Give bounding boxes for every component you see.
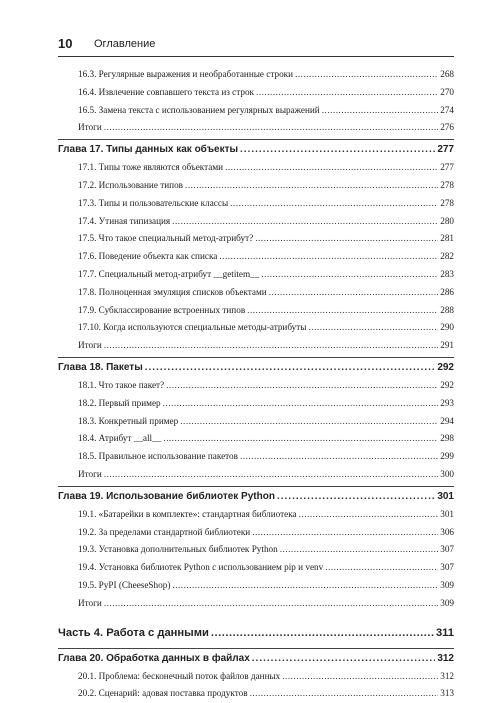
toc-entry-title: Глава 20. Обработка данных в файлах [58, 652, 250, 664]
toc-entry-title: Глава 18. Пакеты [58, 361, 143, 373]
toc-entry-title: 17.2. Использование типов [78, 179, 184, 190]
dot-leader [282, 668, 438, 686]
toc-entry-title: Глава 17. Типы данных как объекты [58, 144, 239, 156]
toc-entry-title: 18.4. Атрибут __all__ [78, 433, 162, 444]
toc-sub-entry [58, 668, 454, 686]
toc-entry-page-number: 277 [440, 162, 454, 173]
toc-entry-title: 17.10. Когда используются специальные методы-атрибуты [78, 322, 307, 333]
toc-entry-page-number: 282 [440, 251, 454, 262]
toc-sub-entry [58, 266, 454, 284]
toc-sub-entry [58, 213, 454, 231]
toc-entry-page-number: 309 [440, 579, 454, 590]
dot-leader [277, 487, 435, 506]
toc-sub-entry [58, 177, 454, 195]
toc-entry-page-number: 300 [440, 468, 454, 479]
toc-sub-entry [58, 230, 454, 248]
toc-entry-title: 17.5. Что такое специальный метод-атрибут? [78, 233, 254, 244]
toc-sub-entry [58, 559, 454, 577]
dot-leader [250, 685, 439, 703]
dot-leader [252, 524, 438, 542]
toc-entry-page-number: 276 [440, 122, 454, 133]
dot-leader [256, 84, 438, 102]
toc-entry-page-number: 301 [437, 490, 454, 502]
toc-entry-title: 19.2. За пределами стандартной библиотеки [78, 526, 251, 537]
toc-entry-title: Итоги [78, 597, 102, 608]
dot-leader [269, 284, 439, 302]
toc-entry-page-number: 283 [440, 268, 454, 279]
dot-leader [308, 319, 438, 337]
toc-entry-page-number: 281 [440, 233, 454, 244]
dot-leader [280, 541, 438, 559]
toc-entry-title: 16.5. Замена текста с использованием регулярных выражений [78, 104, 320, 115]
toc-entry-page-number: 274 [440, 104, 454, 115]
dot-leader [225, 159, 438, 177]
dot-leader [166, 377, 438, 395]
toc-sub-entry [58, 448, 454, 466]
dot-leader [145, 358, 436, 377]
toc-sub-entry [58, 319, 454, 337]
toc-sub-entry [58, 284, 454, 302]
dot-leader [261, 266, 438, 284]
toc-sub-entry [58, 577, 454, 595]
toc-sub-entry [58, 377, 454, 395]
dot-leader [172, 577, 438, 595]
dot-leader [230, 195, 438, 213]
toc-entry-title: 17.9. Субклассирование встроенных типов [78, 304, 246, 315]
toc-entry-page-number: 298 [440, 433, 454, 444]
toc-sub-entry [58, 302, 454, 320]
toc-chapter-entry [58, 486, 454, 506]
toc-entry-page-number: 307 [440, 544, 454, 555]
toc-sub-entry [58, 506, 454, 524]
toc-entry-page-number: 309 [440, 597, 454, 608]
toc-entry-page-number: 301 [440, 508, 454, 519]
toc-sub-entry [58, 66, 454, 84]
dot-leader [295, 66, 438, 84]
toc-sub-entry [58, 248, 454, 266]
toc-sub-entry [58, 395, 454, 413]
dot-leader [247, 302, 438, 320]
toc-sub-entry [58, 685, 454, 703]
dot-leader [104, 595, 438, 613]
toc-part-entry [58, 622, 454, 644]
toc-entry-page-number: 280 [440, 215, 454, 226]
toc-entry-title: Часть 4. Работа с данными [58, 626, 209, 639]
toc-entry-title: Итоги [78, 340, 102, 351]
dot-leader [299, 506, 439, 524]
table-of-contents [58, 66, 454, 703]
toc-entry-title: Глава 19. Использование библиотек Python [58, 490, 275, 502]
toc-entry-page-number: 286 [440, 286, 454, 297]
toc-entry-title: 18.3. Конкретный пример [78, 415, 179, 426]
toc-entry-page-number: 278 [440, 197, 454, 208]
toc-entry-title: 18.2. Первый пример [78, 397, 161, 408]
toc-entry-title: 16.4. Извлечение совпавшего текста из строк [78, 86, 255, 97]
toc-entry-page-number: 299 [440, 451, 454, 462]
toc-entry-title: 17.3. Типы и пользовательские классы [78, 197, 229, 208]
dot-leader [163, 430, 438, 448]
dot-leader [322, 102, 439, 120]
toc-sub-entry [58, 413, 454, 431]
toc-entry-title: 19.1. «Батарейки в комплекте»: стандартная библиотека [78, 508, 297, 519]
toc-entry-page-number: 277 [437, 144, 454, 156]
page-header [58, 34, 454, 57]
toc-entry-page-number: 290 [440, 322, 454, 333]
toc-sub-entry [58, 541, 454, 559]
dot-leader [163, 395, 439, 413]
toc-entry-page-number: 292 [440, 379, 454, 390]
toc-entry-page-number: 270 [440, 86, 454, 97]
toc-sub-entry [58, 595, 454, 613]
dot-leader [325, 559, 438, 577]
toc-sub-entry [58, 524, 454, 542]
dot-leader [252, 649, 436, 668]
toc-sub-entry [58, 430, 454, 448]
dot-leader [172, 213, 438, 231]
dot-leader [240, 448, 438, 466]
toc-entry-title: 17.7. Специальный метод-атрибут __getitem__ [78, 268, 260, 279]
toc-entry-page-number: 313 [440, 688, 454, 699]
toc-entry-title: 17.1. Типы тоже являются объектами [78, 162, 224, 173]
toc-entry-title: Итоги [78, 468, 102, 479]
dot-leader [255, 230, 438, 248]
toc-entry-page-number: 294 [440, 415, 454, 426]
toc-entry-page-number: 311 [435, 626, 454, 639]
toc-entry-title: 18.5. Правильное использование пакетов [78, 451, 238, 462]
toc-sub-entry [58, 84, 454, 102]
toc-entry-page-number: 292 [437, 361, 454, 373]
dot-leader [104, 337, 438, 355]
dot-leader [104, 466, 438, 484]
toc-entry-title: 17.8. Полноценная эмуляция списков объектами [78, 286, 267, 297]
dot-leader [219, 248, 438, 266]
dot-leader [240, 140, 435, 159]
dot-leader [185, 177, 438, 195]
toc-entry-title: 18.1. Что такое пакет? [78, 379, 165, 390]
toc-sub-entry [58, 466, 454, 484]
toc-sub-entry [58, 102, 454, 120]
page-number: 10 [58, 36, 73, 51]
toc-entry-title: 19.5. PyPI (CheeseShop) [78, 579, 171, 590]
toc-entry-page-number: 291 [440, 340, 454, 351]
toc-entry-title: 19.4. Установка библиотек Python с использованием pip и venv [78, 562, 324, 573]
toc-sub-entry [58, 159, 454, 177]
toc-entry-page-number: 306 [440, 526, 454, 537]
toc-chapter-entry [58, 139, 454, 159]
dot-leader [104, 119, 438, 137]
toc-sub-entry [58, 119, 454, 137]
toc-chapter-entry [58, 648, 454, 668]
dot-leader [211, 622, 434, 644]
toc-chapter-entry [58, 357, 454, 377]
toc-entry-title: 20.2. Сценарий: адовая поставка продуктов [78, 688, 248, 699]
toc-entry-page-number: 293 [440, 397, 454, 408]
toc-entry-title: 17.6. Поведение объекта как списка [78, 251, 218, 262]
dot-leader [180, 413, 438, 431]
toc-entry-page-number: 307 [440, 562, 454, 573]
toc-entry-page-number: 268 [440, 69, 454, 79]
toc-entry-page-number: 278 [440, 179, 454, 190]
running-title: Оглавление [94, 38, 156, 50]
toc-entry-title: Итоги [78, 122, 102, 133]
toc-entry-page-number: 312 [440, 670, 454, 681]
toc-entry-page-number: 312 [437, 652, 454, 664]
toc-entry-title: 20.1. Проблема: бесконечный поток файлов данных [78, 670, 281, 681]
toc-sub-entry [58, 195, 454, 213]
toc-entry-title: 16.3. Регулярные выражения и необработанные строки [78, 69, 294, 79]
toc-entry-title: 17.4. Утиная типизация [78, 215, 171, 226]
toc-entry-title: 19.3. Установка дополнительных библиотек Python [78, 544, 278, 555]
toc-sub-entry [58, 337, 454, 355]
toc-entry-page-number: 288 [440, 304, 454, 315]
